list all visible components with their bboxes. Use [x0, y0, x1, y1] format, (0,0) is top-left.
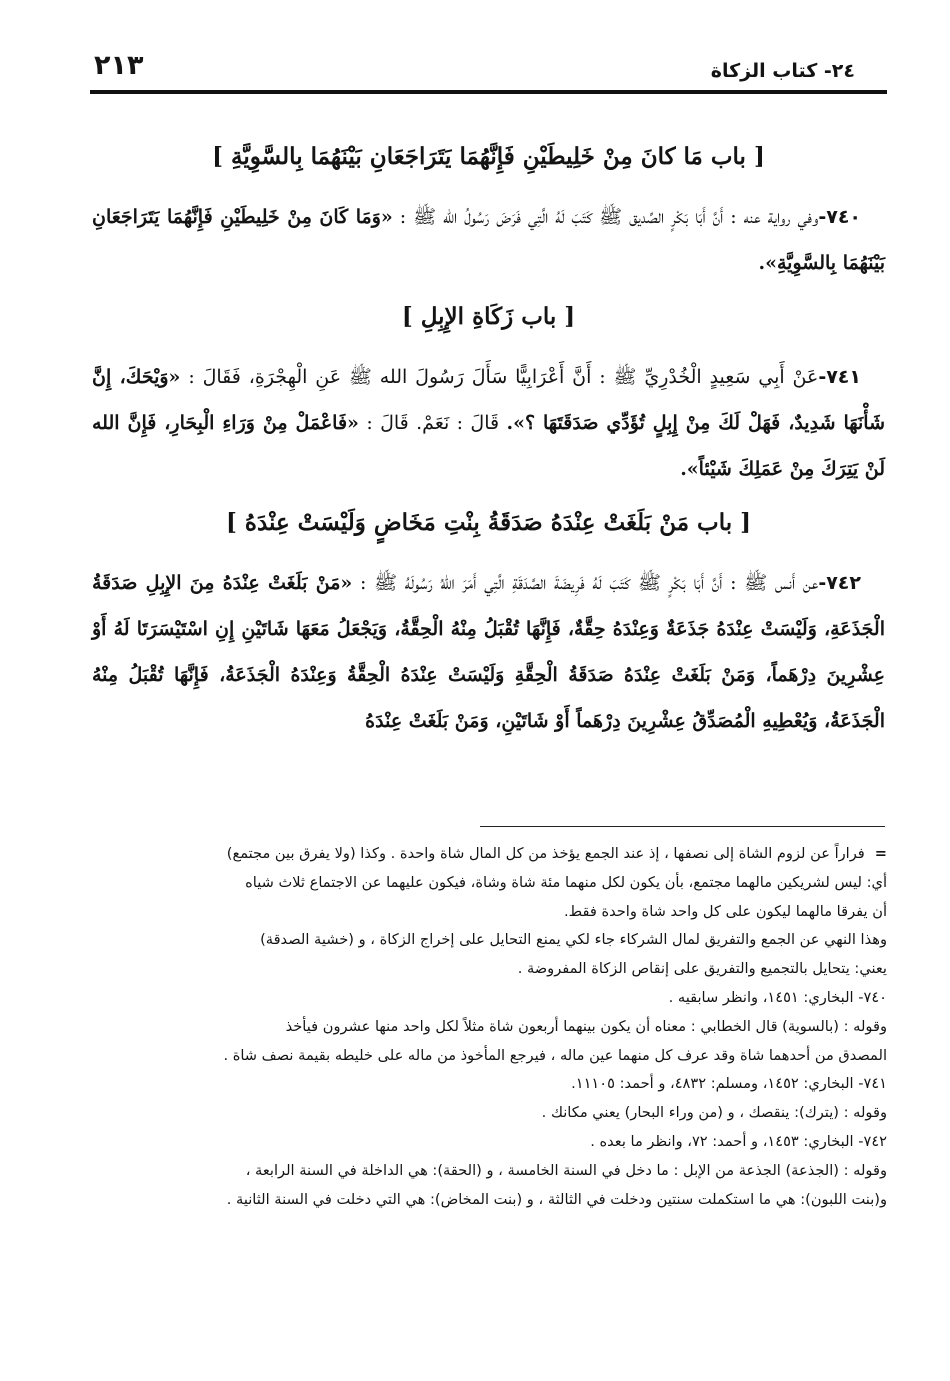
hadith-742	[92, 560, 885, 744]
hadith-740	[92, 194, 885, 286]
footnote-ref-740: ٧٤٠- البخاري: ١٤٥١، وانظر سابقيه .	[668, 988, 887, 1006]
section-heading-zakat-ibil: [ باب زَكَاةِ الإِبِلِ ]	[401, 303, 576, 330]
footnote-line: أن يفرقا مالهما ليكون على كل واحد شاة واحدة فقط.	[563, 902, 887, 920]
section-heading-bint-makhad: [ باب مَنْ بَلَغَتْ عِنْدَهُ صَدَقَةُ بِنْتِ مَخَاضٍ وَلَيْسَتْ عِنْدَهُ ]	[226, 509, 751, 536]
footnote-line: وهذا النهي عن الجمع والتفريق لمال الشركاء جاء لكي يمنع التحايل على إخراج الزكاة ، و (خشية الصدقة)	[260, 931, 887, 949]
footnote-ref-742: ٧٤٢- البخاري: ١٤٥٣، و أحمد: ٧٢، وانظر ما بعده .	[590, 1132, 887, 1150]
footnote-ref-741: ٧٤١- البخاري: ١٤٥٢، ومسلم: ٤٨٣٢، و أحمد: ١١١٠٥.	[571, 1075, 887, 1093]
footnote-line: و(بنت اللبون): هي ما استكملت سنتين ودخلت في الثالثة ، و (بنت المخاض): هي التي دخلت في السنة الثانية .	[226, 1190, 887, 1208]
hadith-number: ٧٤٠-	[818, 206, 862, 228]
footnote-line: وقوله : (يترك): ينقصك ، و (من وراء البحار) يعني مكانك .	[541, 1104, 887, 1122]
hadith-741	[92, 354, 885, 492]
footnote-line: وقوله : (الجذعة) الجذعة من الإبل : ما دخل في السنة الخامسة ، و (الحقة): هي الداخلة في السنة الرابعة ،	[245, 1161, 887, 1179]
hadith-intro: وفي رواية عنه : أَنَّ أَبَا بَكْرٍ الصِّديق ﷺ كَتَبَ لَهُ الَّتِي فَرَضَ رَسُولُ الله ﷺ :	[399, 206, 819, 228]
footnote-line: =فراراً عن لزوم الشاة إلى نصفها ، إذ عند الجمع يؤخذ من كل المال شاة واحدة . وكذا (ولا يفرق بين مجتمع)	[226, 845, 887, 862]
footnote-line: المصدق من أحدهما شاة وقد عرف كل منهما عين ماله ، فيرجع المأخوذ من ماله على خليطه بقيمة نصف شاة .	[223, 1046, 887, 1064]
hadith-dialogue: قَالَ : نَعَمْ. قَالَ :	[366, 412, 500, 434]
header-rule	[90, 90, 887, 94]
hadith-number: ٧٤٢-	[818, 572, 861, 594]
footnote-line: يعني: يتحايل بالتجميع والتفريق على إنقاص الزكاة المفروضة .	[517, 960, 887, 978]
continuation-mark: =	[874, 845, 887, 862]
hadith-quote: «مَنْ بَلَغَتْ عِنْدَهُ مِنَ الإِبِلِ صَدَقَةُ الْجَذَعَةِ، وَلَيْسَتْ عِنْدَهُ جَذَعَةٌ وَعِنْدَهُ حِقَّةٌ، فَإِنَّهَا تُقْبَلُ مِنْهُ الْحِقَّةُ، وَيَجْعَلُ مَعَهَا شَاتَيْنِ إِنِ اسْتَيْسَرَتَا لَهُ أَوْ عِشْرِينَ دِرْهَماً، وَمَنْ بَلَغَتْ عِنْدَهُ صَدَقَةُ الْحِقَّةِ وَلَيْسَتْ عِنْدَهُ الْحِقَّةُ وَعِنْدَهُ الْجَذَعَةُ، فَإِنَّهَا تُقْبَلُ مِنْهُ الْجَذَعَةُ، وَيُعْطِيهِ الْمُصَدِّقُ عِشْرِينَ دِرْهَماً أَوْ شَاتَيْنِ، وَمَنْ بَلَغَتْ عِنْدَهُ	[92, 572, 885, 732]
footnote-line: وقوله : (بالسوية) قال الخطابي : معناه أن يكون بينهما أربعون شاة مثلاً لكل واحد منها عشرون فيأخذ	[285, 1017, 887, 1035]
footnote-rule	[480, 826, 885, 827]
hadith-number: ٧٤١-	[818, 366, 861, 388]
hadith-intro: عن أَنس ﷺ : أَنَّ أَبَا بَكْرٍ ﷺ كَتَبَ لَهُ فَرِيضَةَ الصَّدَقَةِ الَّتِي أَمَرَ اللهُ رَسُولَهُ ﷺ :	[359, 572, 819, 594]
hadith-quote: «وَمَا كَانَ مِنْ خَلِيطَيْنِ فَإِنَّهُمَا يَتَرَاجَعَانِ بَيْنَهُمَا بِالسَّوِيَّةِ».	[92, 206, 885, 274]
hadith-intro: عَنْ أَبِي سَعِيدٍ الْخُدْرِيِّ ﷺ : أَنَّ أَعْرَابِيًّا سَأَلَ رَسُولَ الله ﷺ عَنِ الْهِجْرَةِ، فَقَالَ :	[188, 366, 819, 388]
footnotes	[90, 840, 887, 1214]
footnote-line: أي: ليس لشريكين مالهما مجتمع، بأن يكون لكل منهما مئة شاة وشاة، فيكون عليهما عن الاجتماع ثلاث شياه	[245, 873, 887, 891]
hadith-quote: «فَاعْمَلْ مِنْ وَرَاءِ الْبِحَارِ، فَإِنَّ الله لَنْ يَتِرَكَ مِنْ عَمَلِكَ شَيْئاً».	[92, 412, 885, 480]
main-text	[92, 136, 885, 750]
page-number: ٢١٣	[94, 50, 144, 81]
chapter-title: ٢٤- كتاب الزكاة	[710, 60, 855, 82]
hadith-quote: «وَيْحَكَ، إِنَّ شَأْنَهَا شَدِيدٌ، فَهَلْ لَكَ مِنْ إِبِلٍ تُؤَدِّي صَدَقَتَهَا ؟».	[92, 366, 885, 434]
section-heading-khalitain: [ باب مَا كانَ مِنْ خَلِيطَيْنِ فَإِنَّهُمَا يَتَرَاجَعَانِ بَيْنَهُمَا بِالسَّوِيَّةِ ]	[212, 143, 765, 170]
